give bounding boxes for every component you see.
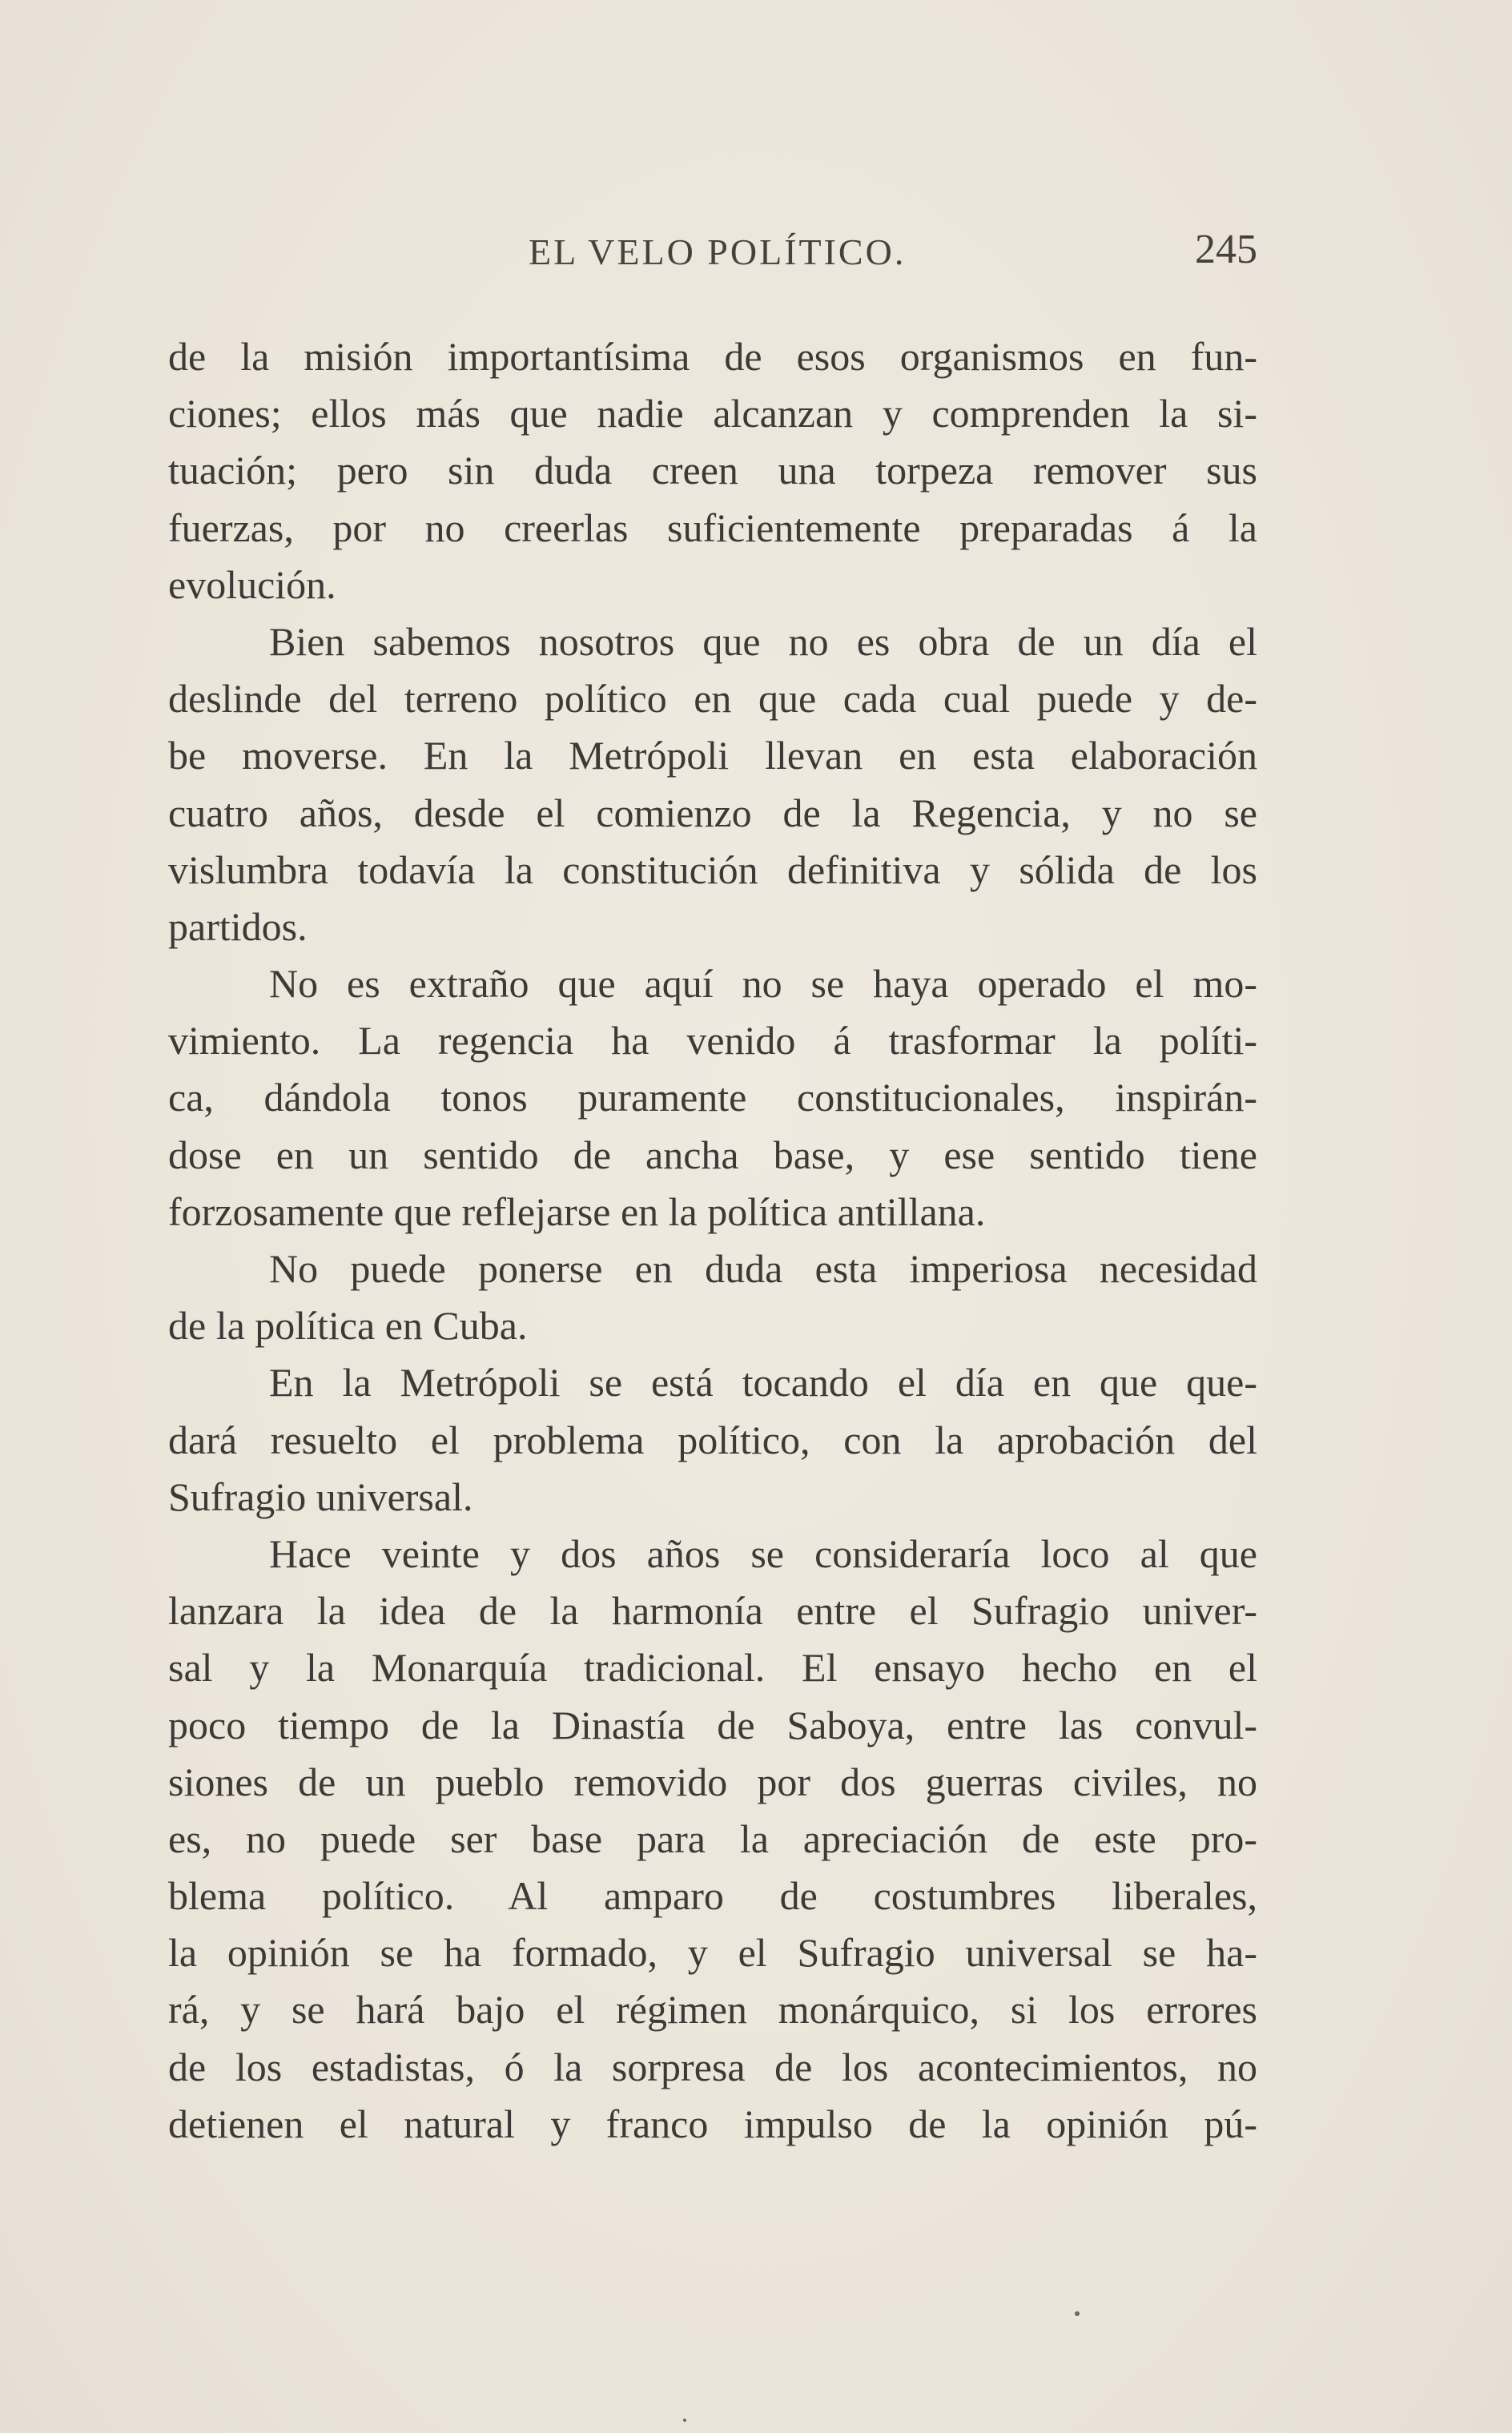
text-line: rá, y se hará bajo el régimen monárquico, si los errores — [168, 1987, 1257, 2033]
text-line: evolución. — [168, 561, 336, 607]
text-line: cuatro años, desde el comienzo de la Regencia, y no se — [168, 790, 1257, 835]
text-line: tuación; pero sin duda creen una torpeza remover sus — [168, 448, 1257, 493]
paper-speck — [1075, 2311, 1080, 2316]
text-line: sal y la Monarquía tradicional. El ensayo hecho en el — [168, 1645, 1257, 1691]
text-line: de la política en Cuba. — [168, 1303, 528, 1349]
body-text — [168, 328, 1257, 2153]
text-line: blema político. Al amparo de costumbres liberales, — [168, 1873, 1257, 1919]
text-line: No puede ponerse en duda esta imperiosa necesidad — [269, 1246, 1257, 1291]
text-line: En la Metrópoli se está tocando el día en que que- — [269, 1360, 1257, 1406]
page-number: 245 — [1195, 227, 1257, 272]
text-line: partidos. — [168, 903, 308, 949]
text-line: Bien sabemos nosotros que no es obra de un día el — [269, 618, 1257, 664]
text-line: de los estadistas, ó la sorpresa de los acontecimientos, no — [168, 2044, 1257, 2089]
text-line: Sufragio universal. — [168, 1474, 473, 1519]
text-line: vimiento. La regencia ha venido á trasformar la políti- — [168, 1018, 1257, 1064]
text-line: Hace veinte y dos años se consideraría loco al que — [269, 1530, 1257, 1576]
text-line: be moverse. En la Metrópoli llevan en esta elaboración — [168, 733, 1257, 778]
text-line: lanzara la idea de la harmonía entre el Sufragio univer- — [168, 1588, 1257, 1634]
page-header — [168, 227, 1257, 287]
text-line: ca, dándola tonos puramente constitucionales, inspirán- — [168, 1075, 1257, 1120]
text-line: deslinde del terreno político en que cada cual puede y de- — [168, 676, 1257, 722]
text-line: vislumbra todavía la constitución definitiva y sólida de los — [168, 847, 1257, 892]
paper-speck — [683, 2419, 686, 2422]
text-line: ciones; ellos más que nadie alcanzan y comprenden la si- — [168, 391, 1257, 436]
text-line: es, no puede ser base para la apreciación de este pro- — [168, 1816, 1257, 1861]
text-line: dose en un sentido de ancha base, y ese sentido tiene — [168, 1132, 1257, 1177]
text-line: dará resuelto el problema político, con la aprobación del — [168, 1417, 1257, 1462]
text-line: fuerzas, por no creerlas suficientemente preparadas á la — [168, 505, 1257, 550]
text-line: siones de un pueblo removido por dos guerras civiles, no — [168, 1759, 1257, 1804]
text-line: detienen el natural y franco impulso de la opinión pú- — [168, 2101, 1257, 2146]
text-line: forzosamente que reflejarse en la política antillana. — [168, 1188, 986, 1234]
text-line: la opinión se ha formado, y el Sufragio universal se ha- — [168, 1930, 1257, 1976]
text-line: No es extraño que aquí no se haya operado el mo- — [269, 961, 1257, 1007]
running-head: EL VELO POLÍTICO. — [529, 231, 907, 272]
text-line: poco tiempo de la Dinastía de Saboya, entre las convul- — [168, 1702, 1257, 1747]
text-line: de la misión importantísima de esos organismos en fun- — [168, 334, 1257, 379]
